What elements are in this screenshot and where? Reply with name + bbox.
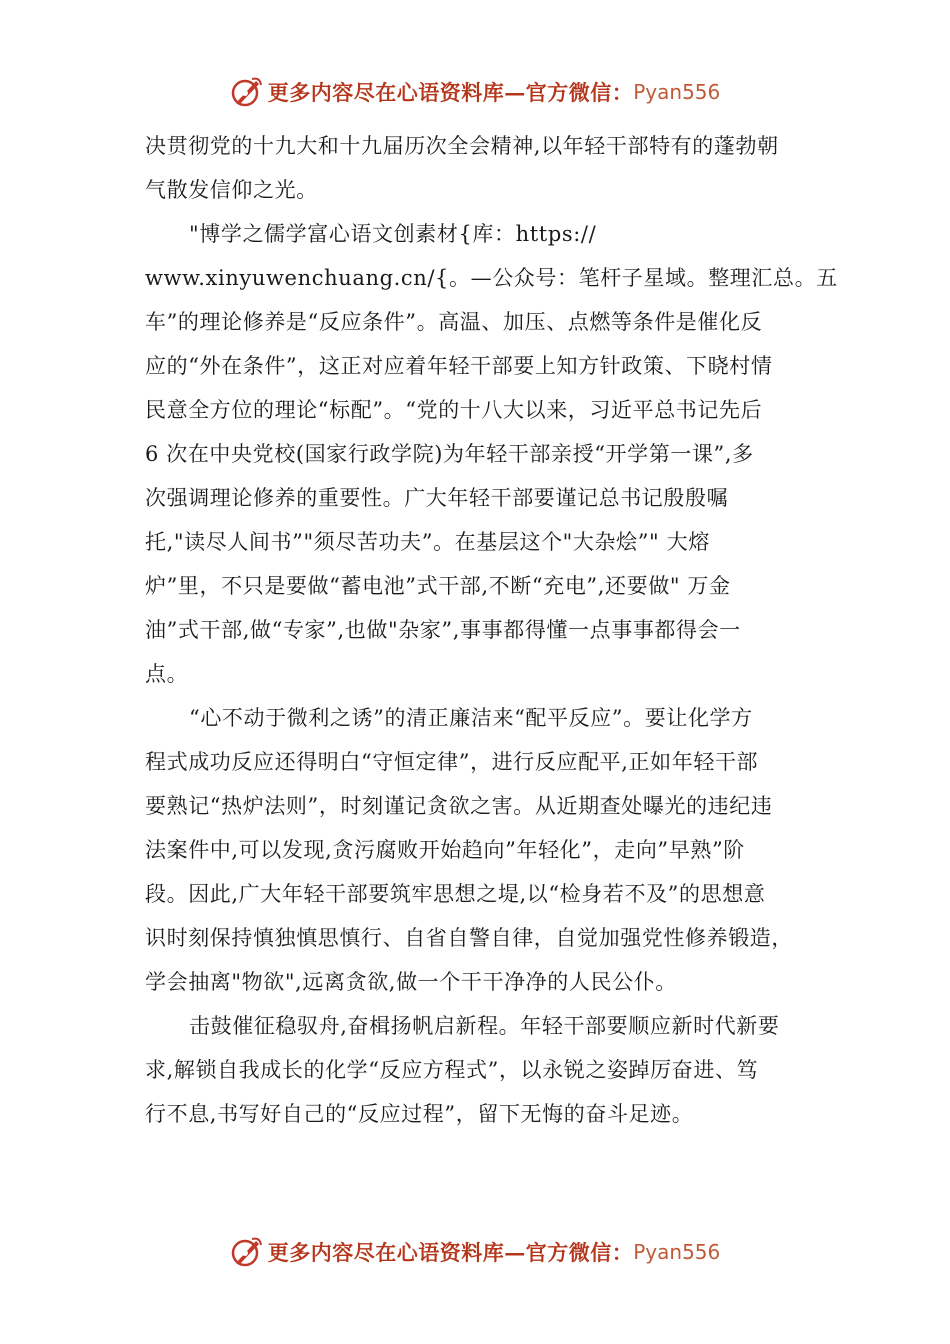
text-line: 行不息,书写好自己的“反应过程”，留下无悔的奋斗足迹。 [145,1102,694,1126]
text-line: 段。因此,广大年轻干部要筑牢思想之堤,以“检身若不及”的思想意 [145,882,766,906]
text-line: 程式成功反应还得明白“守恒定律”，进行反应配平,正如年轻干部 [145,750,759,774]
banner-text: 更多内容尽在心语资料库—官方微信： [267,1240,634,1265]
text-line: www.xinyuwenchuang.cn/{。—公众号：笔杆子星域。整理汇总。五 [145,266,838,290]
text-line: 学会抽离"物欲",远离贪欲,做一个干干净净的人民公仆。 [145,970,677,994]
text-line: 民意全方位的理论“标配”。“党的十八大以来，习近平总书记先后 [145,398,763,422]
text-line: “心不动于微利之诱”的清正廉洁来“配平反应”。要让化学方 [189,706,753,730]
pen-logo-icon [230,1235,264,1269]
banner-wechat-id: Pyan556 [633,1240,721,1264]
text-line: 点。 [145,662,189,686]
text-line: 油”式干部,做“专家”,也做"杂家”,事事都得懂一点事事都得会一 [145,618,741,642]
text-line: 击鼓催征稳驭舟,奋楫扬帆启新程。年轻干部要顺应新时代新要 [189,1014,780,1038]
pen-logo-icon [230,75,264,109]
banner-wechat-id: Pyan556 [633,80,721,104]
banner-text: 更多内容尽在心语资料库—官方微信： [267,80,634,105]
header-watermark-banner [0,70,950,114]
text-line: 应的“外在条件”，这正对应着年轻干部要上知方针政策、下晓村情 [145,354,773,378]
text-line: 决贯彻党的十九大和十九届历次全会精神,以年轻干部特有的蓬勃朝 [145,134,779,158]
text-line: 要熟记“热炉法则”，时刻谨记贪欲之害。从近期查处曝光的违纪违 [145,794,773,818]
document-body [145,124,838,1136]
text-line: 炉”里，不只是要做“蓄电池”式干部,不断“充电”,还要做" 万金 [145,574,731,598]
footer-watermark-banner [0,1230,950,1274]
text-line: 识时刻保持慎独慎思慎行、自省自警自律，自觉加强党性修养锻造， [145,926,793,950]
text-line: 托,"读尽人间书”"须尽苦功夫”。在基层这个"大杂烩”" 大熔 [145,530,710,554]
text-line: 求,解锁自我成长的化学“反应方程式”，以永锐之姿踔厉奋进、笃 [145,1058,759,1082]
text-line: "博学之儒学富心语文创素材{库：https:// [189,222,597,246]
text-line: 次强调理论修养的重要性。广大年轻干部要谨记总书记殷殷嘱 [145,486,729,510]
text-line: 车”的理论修养是“反应条件”。高温、加压、点燃等条件是催化反 [145,310,763,334]
text-line: 6 次在中央党校(国家行政学院)为年轻干部亲授“开学第一课”,多 [145,442,754,466]
text-line: 气散发信仰之光。 [145,178,318,202]
text-line: 法案件中,可以发现,贪污腐败开始趋向”年轻化”，走向”早熟”阶 [145,838,745,862]
